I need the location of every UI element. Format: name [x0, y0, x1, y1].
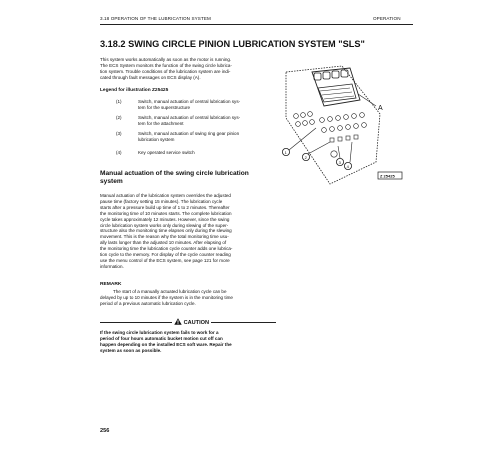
figure-callout: 3: [338, 160, 341, 165]
legend-number: (2): [116, 115, 122, 120]
figure-callout: 4: [346, 164, 349, 169]
ecs-panel-illustration: [272, 58, 418, 188]
figure-callout: 1: [284, 150, 287, 155]
caution-text: If the swing circle lubrication system fails to work for a period of four hours automatic bucket motion cut off can happen depending on the installed ECS soft ware. Repair the system as soon as possible.: [100, 330, 232, 353]
running-header-section: 3.18 OPERATION OF THE LUBRICATION SYSTEM: [100, 16, 211, 21]
remark-label: REMARK: [100, 282, 122, 287]
intro-paragraph: This system works automatically as soon as the motor is running. The ECS System monitors the function of the swing circle lubrica- tion system. Trouble conditions of the lubrication system are indi- cated through fault messages on ECS display (A).: [100, 57, 232, 80]
legend-item-text: Switch, manual actuation of swing ring gear pinion lubrication system: [138, 131, 240, 142]
legend-item-text: Key operated service switch: [138, 150, 195, 155]
warning-triangle-icon: [174, 318, 182, 327]
figure-callout: 2: [304, 155, 307, 160]
legend-item-text: Switch, manual actuation of central lubrication sys- tem for the attachment: [138, 115, 241, 126]
legend-heading: Legend for illustration Z25425: [100, 88, 169, 93]
caution-banner: [100, 318, 276, 328]
figure-callout-a: A: [378, 105, 383, 112]
manual-actuation-paragraph: Manual actuation of the lubrication system overrides the adjusted pause time (factory setting 15 minutes). The lubrication cycle starts after a pressure build up time of 1 to 2 minutes. Thereafter the monitoring time of 10 minutes starts. The complete lubrication cycle takes approximately 12 minutes. However, since the swing circle lubrication system works only during slewing of the super- structure also the monitoring time elapses only during the slewing movement. This is the reason why the total monitoring time usu- ally lasts longer than the adjusted 10 minutes. After elapsing of the monitoring time the lubrication cycle counter adds one lubrica- tion cycle to the memory. For display of the cycle counter reading use the menu control of the ECS system, see page 121 for more information.: [100, 193, 233, 269]
header-rule: [100, 24, 413, 25]
legend-number: (1): [116, 99, 122, 104]
legend-item-text: Switch, manual actuation of central lubrication sys- tem for the superstructure: [138, 99, 241, 110]
remark-text: The start of a manually actuated lubrication cycle can be delayed by up to 10 minutes if the system is in the monitoring time period of a previous automatic lubrication cycle.: [100, 289, 233, 306]
section-title: 3.18.2 SWING CIRCLE PINION LUBRICATION SYSTEM "SLS": [100, 39, 365, 49]
figure-id: Z 25425: [380, 173, 395, 179]
running-header-chapter: OPERATION: [373, 16, 401, 21]
legend-number: (4): [116, 150, 122, 155]
legend-number: (3): [116, 131, 122, 136]
caution-label: CAUTION: [183, 320, 210, 326]
manual-actuation-heading: Manual actuation of the swing circle lubrication system: [100, 170, 249, 185]
page-number: 256: [100, 428, 110, 434]
